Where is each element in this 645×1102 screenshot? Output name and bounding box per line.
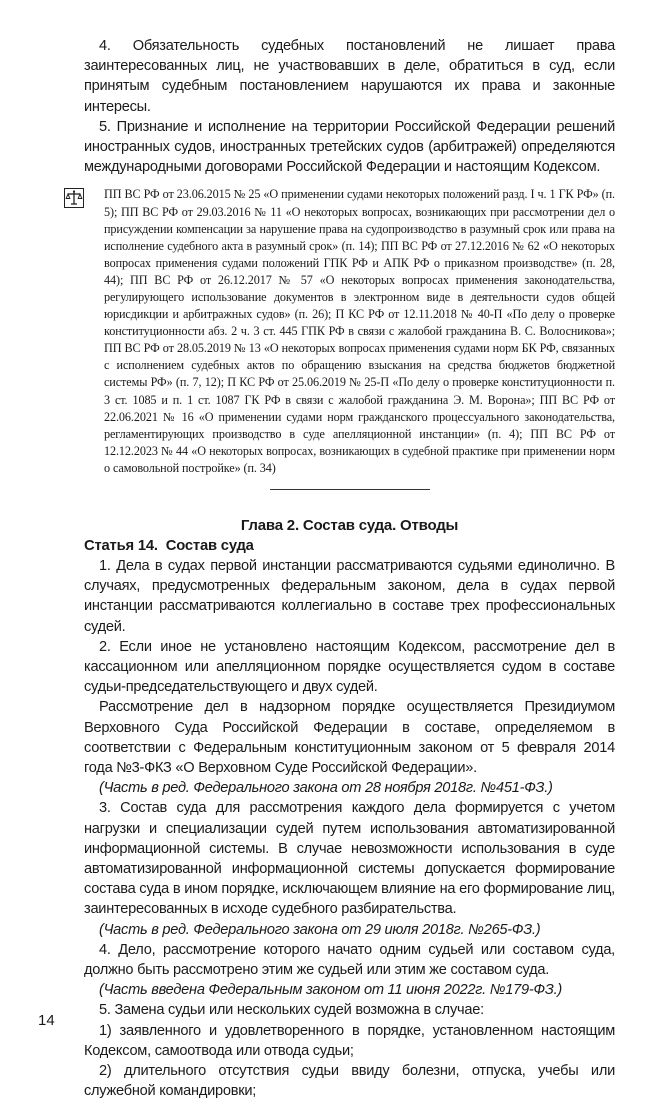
paragraph-5: 5. Признание и исполнение на территории Российской Федерации решений иностранных судов, иностранных третейских судов (арбитражей) определяются международными договорами Российской Федерации и настоящим Кодексом.	[84, 118, 615, 176]
note-text: ПП ВС РФ от 23.06.2015 № 25 «О применении судами некоторых положений разд. I ч. 1 ГК РФ» (п. 5); ПП ВС РФ от 29.03.2016 № 11 «О некоторых вопросах, возникающих при рассмотрении дел о присуждении компенсации за нарушение права на судопроизводство в разумный срок или права на исполнение судебного акта в разумный срок» (п. 14); ПП ВС РФ от 27.12.2016 № 62 «О некоторых вопросах применения судами положений ГПК РФ и АПК РФ о приказном производстве» (п. 28, 44); ПП ВС РФ от 26.12.2017 № 57 «О некоторых вопросах применения законодательства, регулирующего использование документов в электронном виде в деятельности судов общей юрисдикции и арбитражных судов» (п. 26); П КС РФ от 12.11.2018 № 40-П «По делу о проверке конституционности абз. 2 ч. 3 ст. 445 ГПК РФ в связи с жалобой гражданина В. С. Волосникова»; ПП ВС РФ от 28.05.2019 № 13 «О некоторых вопросах применения судами норм БК РФ, связанных с исполнением судебных актов по обращению взыскания на средства бюджетов бюджетной системы РФ» (п. 7, 12); П КС РФ от 25.06.2019 № 25-П «По делу о проверке конституционности п. 3 ст. 1085 и п. 1 ст. 1087 ГК РФ в связи с жалобой гражданина Э. М. Ворона»; ПП ВС РФ от 22.06.2021 № 16 «О применении судами норм гражданского процессуального законодательства, регламентирующих производство в суде апелляционной инстанции» (п. 4); ПП ВС РФ от 12.12.2023 № 44 «О некоторых вопросах, возникающих в судебной практике при применении норм о самовольной постройке» (п. 34)	[104, 187, 615, 475]
amendment-note: (Часть в ред. Федерального закона от 29 июля 2018г. №265-ФЗ.)	[99, 921, 541, 938]
amendment-note: (Часть введена Федеральным законом от 11 июня 2022г. №179-ФЗ.)	[99, 982, 562, 999]
paragraph-4: 4. Обязательность судебных постановлений не лишает права заинтересованных лиц, не участвовавших в деле, обратиться в суд, если принятым судебным постановлением нарушаются их права и законные интересы.	[84, 38, 615, 115]
article-paragraph: 2) длительного отсутствия судьи ввиду болезни, отпуска, учебы или служебной командировки;	[84, 1063, 615, 1100]
article-heading	[84, 536, 615, 556]
article-paragraph: 5. Замена судьи или нескольких судей возможна в случае:	[99, 1002, 484, 1019]
article-paragraph: 4. Дело, рассмотрение которого начато одним судьей или составом суда, должно быть рассмотрено этим же судьей или этим же составом суда.	[84, 941, 615, 979]
article-paragraph: 1) заявленного и удовлетворенного в порядке, установленном настоящим Кодексом, самоотвода или отвода судьи;	[84, 1022, 615, 1059]
article-title: Состав суда	[165, 538, 254, 555]
article-paragraph: 3. Состав суда для рассмотрения каждого дела формируется с учетом нагрузки и специализации судей путем использования автоматизированной информационной системы. В случае невозможности использования в суде автоматизированной информационной системы допускается формирование состава суда в ином порядке, исключающем влияние на его формирование лиц, заинтересованных в исходе судебного разбирательства.	[84, 800, 615, 918]
article-paragraph: 1. Дела в судах первой инстанции рассматриваются судьями единолично. В случаях, предусмотренных федеральным законом, дела в судах первой инстанции рассматриваются коллегиально в составе трех профессиональных судей.	[84, 558, 615, 635]
article-paragraph: Рассмотрение дел в надзорном порядке осуществляется Президиумом Верховного Суда Российской Федерации в составе, определяемом в соответствии с Федеральным конституционным законом от 5 февраля 2014 года №3-ФКЗ «О Верховном Суде Российской Федерации».	[84, 699, 615, 777]
article-number: Статья 14.	[84, 538, 158, 555]
section-divider	[270, 489, 430, 490]
scales-of-justice-icon	[64, 188, 84, 208]
case-law-note	[84, 186, 615, 477]
article-paragraph: 2. Если иное не установлено настоящим Кодексом, рассмотрение дел в кассационном или апелляционном порядке осуществляется судом в составе судьи-председательствующего и двух судей.	[84, 638, 615, 696]
article-body	[84, 556, 615, 1101]
page-number: 14	[38, 1012, 55, 1029]
chapter-title: Глава 2. Состав суда. Отводы	[240, 517, 459, 535]
amendment-note: (Часть в ред. Федерального закона от 28 ноября 2018г. №451-ФЗ.)	[99, 780, 553, 797]
